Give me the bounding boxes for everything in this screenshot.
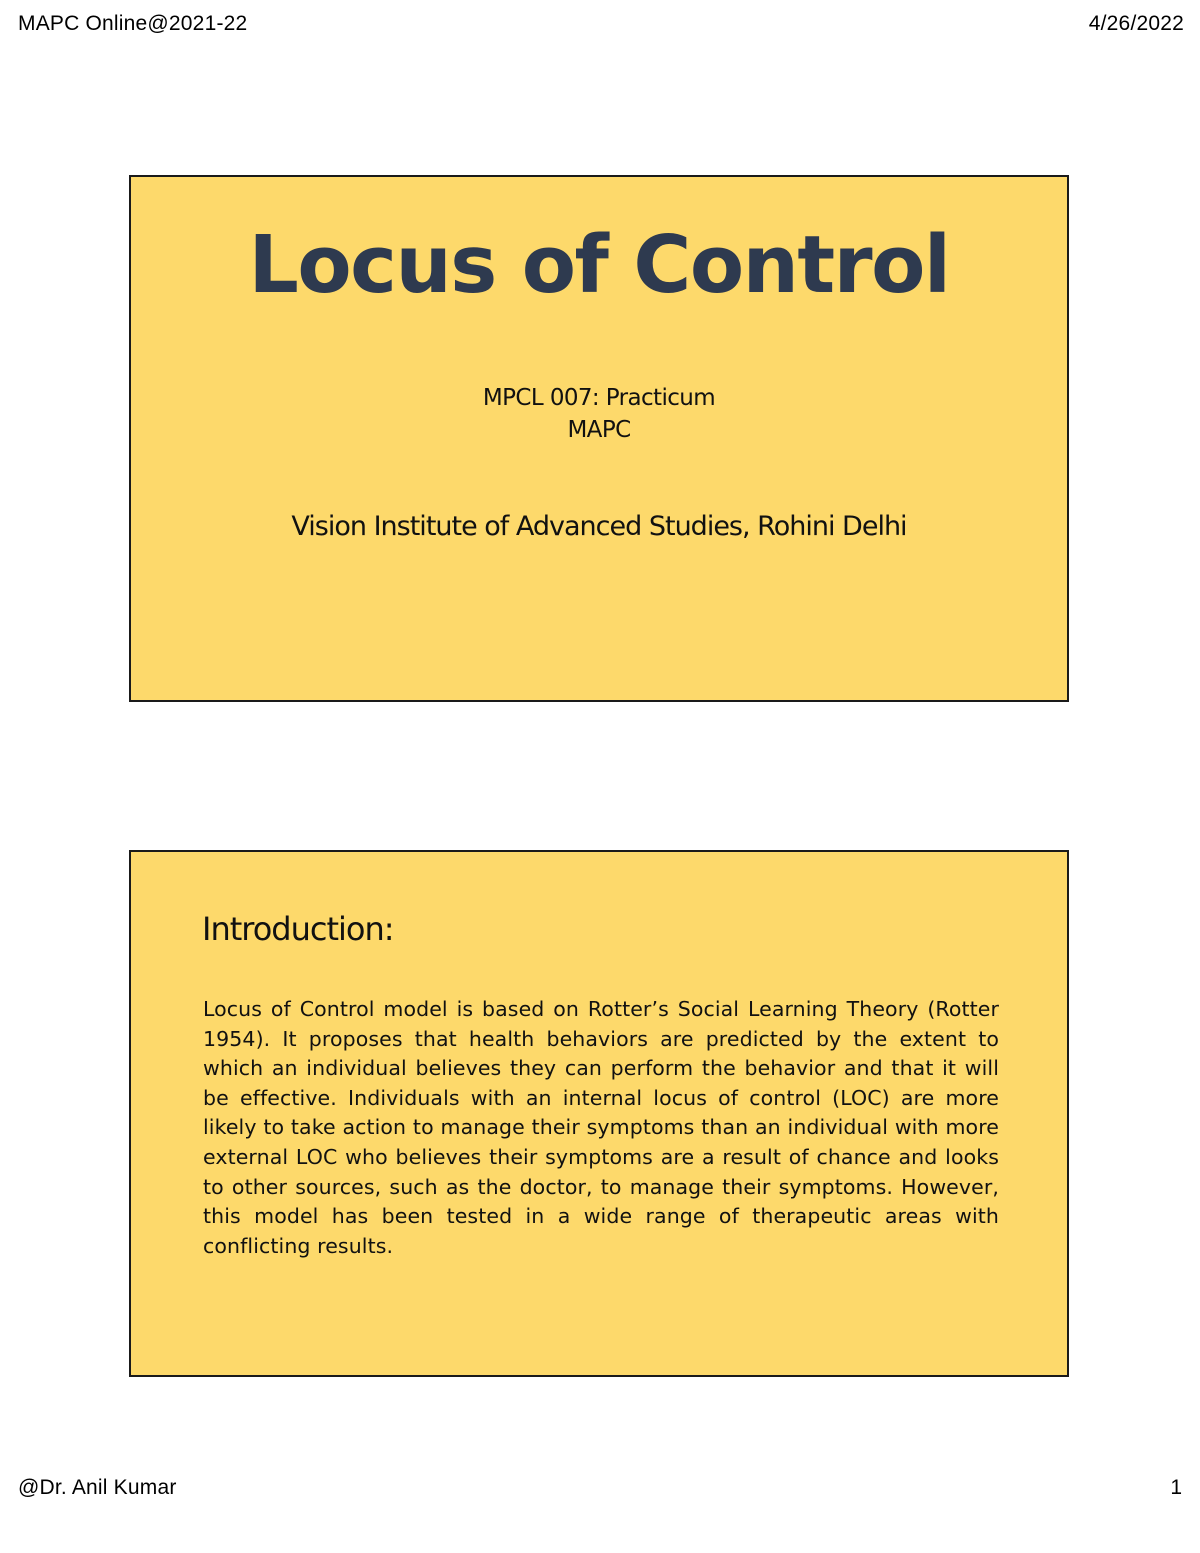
course-code: MPCL 007: Practicum <box>482 385 716 411</box>
page-footer-author: @Dr. Anil Kumar <box>18 1476 177 1499</box>
page-header-date: 4/26/2022 <box>1088 12 1184 35</box>
institute-name: Vision Institute of Advanced Studies, Rohini Delhi <box>291 511 907 542</box>
page-number: 1 <box>1170 1476 1182 1499</box>
program-name: MAPC <box>567 417 631 443</box>
slide-title-card <box>129 175 1069 702</box>
introduction-body: Locus of Control model is based on Rotter’s Social Learning Theory (Rotter 1954). It proposes that health behaviors are predicted by the extent to which an individual believes they can perform the behavior and that it will be effective. Individuals with an internal locus of control (LOC) are more likely to take action to manage their symptoms than an individual with more external LOC who believes their symptoms are a result of chance and looks to other sources, such as the doctor, to manage their symptoms. However, this model has been tested in a wide range of therapeutic areas with conflicting results. <box>203 997 999 1258</box>
slide-title: Locus of Control <box>248 219 950 311</box>
page-header-left: MAPC Online@2021-22 <box>18 12 248 35</box>
introduction-heading: Introduction: <box>202 910 394 948</box>
slide-introduction <box>129 850 1069 1377</box>
